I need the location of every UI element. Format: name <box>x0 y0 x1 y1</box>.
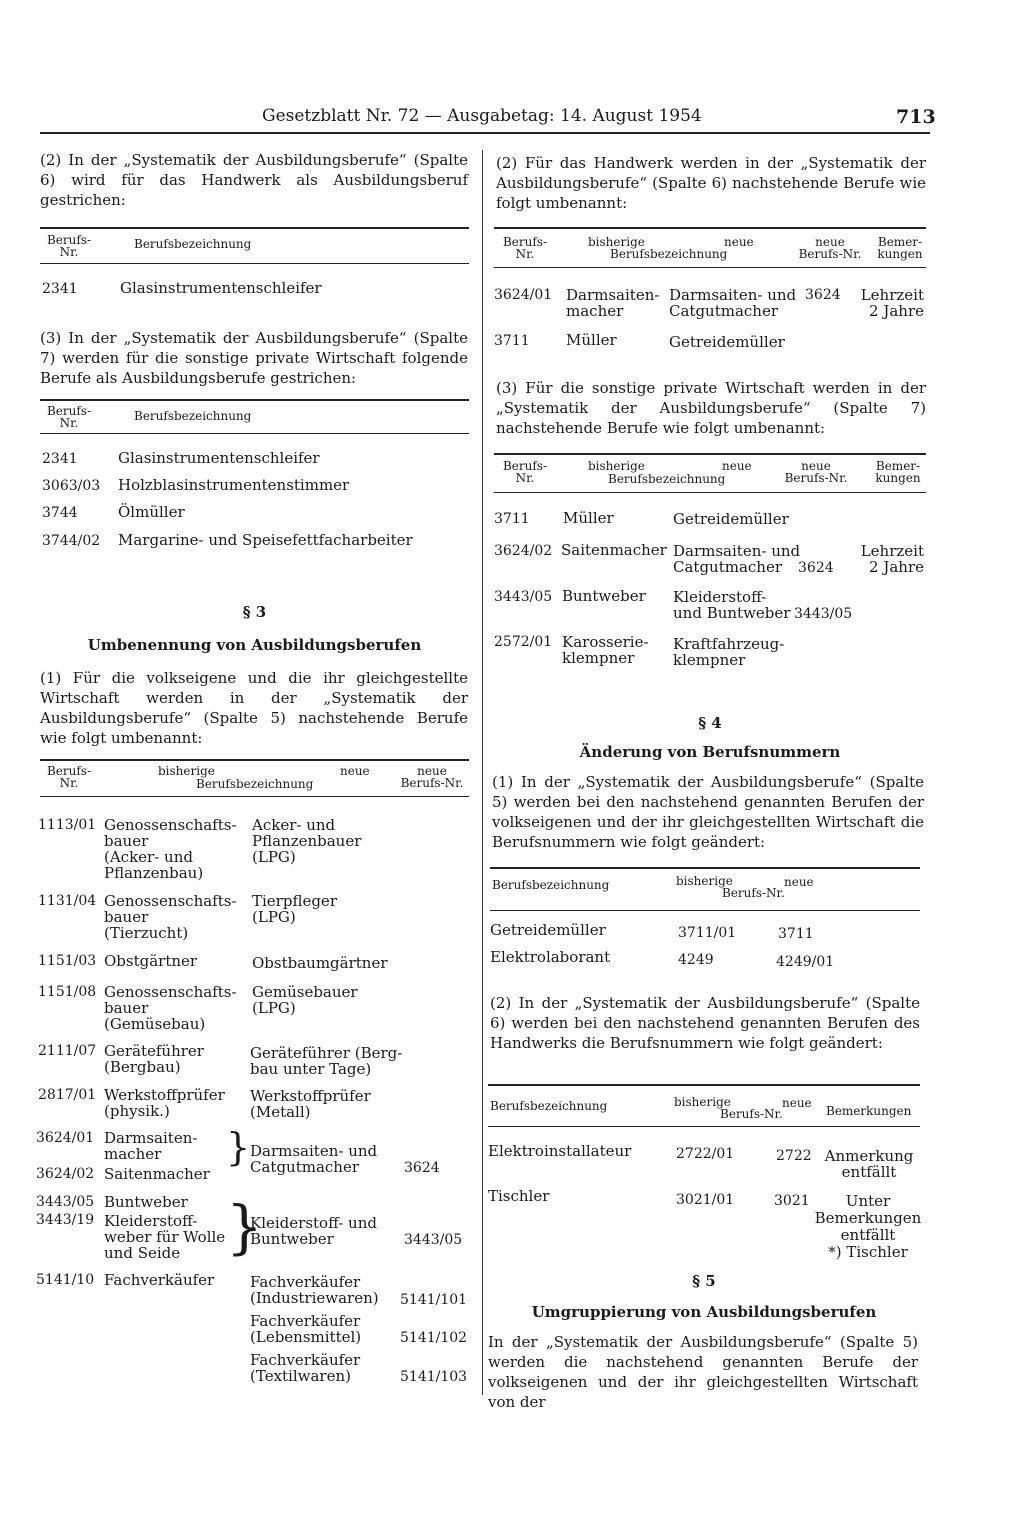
table3-top-rule <box>40 759 469 761</box>
table2-header-nr: Berufs- Nr. <box>46 404 92 430</box>
table4-header-neue: neue <box>724 235 754 249</box>
right-paragraph-2: (2) Für das Handwerk werden in der „Systematik der Ausbildungsberufe“ (Spalte 6) nachstehende Berufe wie folgt umbenannt: <box>496 154 926 212</box>
table4-header-bisherige: bisherige <box>588 235 645 249</box>
table-cell-nr: 1131/04 <box>38 893 97 909</box>
table3-header-nr: Berufs- Nr. <box>46 764 92 790</box>
page-header-title: Gesetzblatt Nr. 72 — Ausgabetag: 14. August 1954 <box>262 106 702 126</box>
table-cell-nr: 2341 <box>42 451 78 467</box>
table-cell-new: Kleiderstoff- und Buntweber <box>673 588 791 622</box>
table1-header-rule <box>40 263 469 264</box>
table-cell-new: 3021 <box>774 1193 810 1209</box>
table-cell-new: Gemüsebauer (LPG) <box>252 983 358 1017</box>
table6-header-bisherige: bisherige <box>676 874 733 888</box>
table-cell-new: Fachverkäufer (Lebensmittel) <box>250 1312 362 1346</box>
table5-top-rule <box>494 453 926 455</box>
table-cell-new: Fachverkäufer (Textilwaren) <box>250 1351 361 1385</box>
table-cell-old: 4249 <box>678 952 714 968</box>
table-cell-old: Buntweber <box>104 1193 188 1211</box>
table1-header-nr: Berufs- Nr. <box>46 233 92 259</box>
table-cell-bez: Ölmüller <box>118 503 185 521</box>
left-paragraph-3: (3) In der „Systematik der Ausbildungsberufe“ (Spalte 7) werden für die sonstige private Wirtschaft folgende Berufe als Ausbildungsberufe gestrichen: <box>40 329 468 387</box>
page-number: 713 <box>896 106 936 128</box>
table7-header-bez: Berufsbezeichnung <box>490 1099 608 1113</box>
table-cell-nr: 1151/03 <box>38 953 97 969</box>
table-cell-newnr: 5141/102 <box>400 1330 468 1346</box>
table6-header-neue: neue <box>784 875 814 889</box>
table-cell-bem: Lehrzeit 2 Jahre <box>860 542 924 576</box>
table3-header-neue: neue <box>340 764 370 778</box>
table-cell-new: Getreidemüller <box>673 510 789 528</box>
table-cell-nr: 3711 <box>494 511 530 527</box>
table-cell-old: Genossenschafts- bauer (Gemüsebau) <box>104 983 237 1033</box>
table-cell-newnr: 3624 <box>798 560 834 576</box>
table-cell-new: Kleiderstoff- und Buntweber <box>250 1214 377 1248</box>
table-cell-old: Werkstoffprüfer (physik.) <box>104 1086 225 1120</box>
table-cell-nr: 3443/19 <box>36 1212 95 1228</box>
section-3-paragraph-1: (1) Für die volkseigene und die ihr gleichgestellte Wirtschaft werden in der „Systematik der Ausbildungsberufe“ (Spalte 5) nachstehende Berufe wie folgt umbenannt: <box>40 669 468 747</box>
table-cell-nr: 1151/08 <box>38 984 97 1000</box>
table4-header-neue-nr: neue Berufs-Nr. <box>798 235 862 261</box>
table-cell-nr: 5141/10 <box>36 1272 95 1288</box>
table-cell-nr: 3744 <box>42 505 78 521</box>
table-cell-new: Acker- und Pflanzenbauer (LPG) <box>252 816 362 866</box>
table-cell-newnr: 3624 <box>404 1160 440 1176</box>
table-cell-old: Kleiderstoff- weber für Wolle und Seide <box>104 1212 226 1262</box>
left-paragraph-2: (2) In der „Systematik der Ausbildungsberufe“ (Spalte 6) wird für das Handwerk als Ausbildungsberuf gestrichen: <box>40 151 468 209</box>
table-cell-old: Saitenmacher <box>104 1165 210 1183</box>
table-cell-new: Darmsaiten- und Catgutmacher <box>673 542 801 576</box>
table-cell-old: Darmsaiten- macher <box>104 1129 198 1163</box>
column-divider <box>482 150 483 1395</box>
table5-header-bez: Berufsbezeichnung <box>608 472 726 486</box>
table-cell-nr: 2111/07 <box>38 1043 97 1059</box>
table1-header-bez: Berufsbezeichnung <box>134 237 252 251</box>
table-cell-bez: Elektrolaborant <box>490 948 611 966</box>
table3-header-bisherige: bisherige <box>158 764 215 778</box>
table-cell-old: Karosserie- klempner <box>562 633 649 667</box>
table-cell-nr: 1113/01 <box>38 817 97 833</box>
section-5-number: § 5 <box>692 1272 716 1290</box>
section-4-paragraph-2: (2) In der „Systematik der Ausbildungsberufe“ (Spalte 6) werden bei den nachstehend genannten Berufen des Handwerks die Berufsnummern wie folgt geändert: <box>490 994 920 1052</box>
table6-header-nr: Berufs-Nr. <box>722 886 785 900</box>
table-cell-old: Buntweber <box>562 587 646 605</box>
table2-top-rule <box>40 399 469 401</box>
table-cell-newnr: 3443/05 <box>404 1232 463 1248</box>
section-4-paragraph-1: (1) In der „Systematik der Ausbildungsberufe“ (Spalte 5) werden bei den nachstehend genannten Berufen der volkseigenen und der ihr gleichgestellten Wirtschaft die Berufsnummern wie folgt geändert: <box>492 773 924 851</box>
right-paragraph-3: (3) Für die sonstige private Wirtschaft werden in der „Systematik der Ausbildungsberufe“ (Spalte 7) nachstehende Berufe wie folgt umbenannt: <box>496 379 926 437</box>
table4-header-rule <box>494 267 926 268</box>
table7-header-bem: Bemerkungen <box>826 1104 912 1118</box>
table-cell-bez: Glasinstrumentenschleifer <box>120 279 322 297</box>
table-cell-new: Obstbaumgärtner <box>252 954 388 972</box>
table2-header-rule <box>40 433 469 434</box>
table-cell-bez: Getreidemüller <box>490 921 606 939</box>
table5-header-rule <box>494 492 926 493</box>
table-cell-old: Obstgärtner <box>104 952 198 970</box>
table7-header-nr: Berufs-Nr. <box>720 1107 783 1121</box>
table-cell-nr: 3063/03 <box>42 478 101 494</box>
table7-header-neue: neue <box>782 1096 812 1110</box>
table4-header-bem: Bemer- kungen <box>877 235 923 261</box>
section-3-number: § 3 <box>242 603 267 621</box>
table-cell-new: Darmsaiten- und Catgutmacher <box>669 286 797 320</box>
table5-header-bem: Bemer- kungen <box>875 459 921 485</box>
table-cell-old: Fachverkäufer <box>104 1271 215 1289</box>
table-cell-bem: Anmerkung entfällt <box>824 1147 914 1181</box>
table-cell-nr: 3711 <box>494 333 530 349</box>
section-3-title: Umbenennung von Ausbildungsberufen <box>87 636 422 654</box>
table5-header-neue-nr: neue Berufs-Nr. <box>784 459 848 485</box>
table-cell-nr: 2341 <box>42 281 78 297</box>
table-cell-nr: 3624/01 <box>36 1130 95 1146</box>
table-cell-nr: 3624/01 <box>494 287 553 303</box>
table-cell-new: 2722 <box>776 1148 812 1164</box>
table-cell-newnr: 5141/101 <box>400 1292 468 1308</box>
table5-header-nr: Berufs- Nr. <box>502 459 548 485</box>
table7-top-rule <box>488 1084 920 1086</box>
table-cell-nr: 3624/02 <box>36 1166 95 1182</box>
table-cell-new: Fachverkäufer (Industriewaren) <box>250 1273 379 1307</box>
table-cell-new: Tierpfleger (LPG) <box>252 892 337 926</box>
table-cell-new: Kraftfahrzeug- klempner <box>673 635 785 669</box>
table-cell-nr: 3443/05 <box>494 589 553 605</box>
table3-header-neue-nr: neue Berufs-Nr. <box>400 764 464 790</box>
section-4-title: Änderung von Berufsnummern <box>579 743 841 761</box>
table4-header-bez: Berufsbezeichnung <box>610 247 728 261</box>
table1-top-rule <box>40 227 469 229</box>
brace-icon: } <box>226 1125 251 1169</box>
table-cell-newnr: 3624 <box>805 287 841 303</box>
table6-header-bez: Berufsbezeichnung <box>492 878 610 892</box>
table-cell-new: Geräteführer (Berg- bau unter Tage) <box>250 1044 403 1078</box>
table-cell-newnr: 5141/103 <box>400 1369 468 1385</box>
table-cell-nr: 3744/02 <box>42 533 101 549</box>
table-cell-old: Müller <box>563 509 614 527</box>
table-cell-old: Saitenmacher <box>561 541 667 559</box>
table-cell-old: Genossenschafts- bauer (Tierzucht) <box>104 892 237 942</box>
table-cell-new: Werkstoffprüfer (Metall) <box>250 1087 371 1121</box>
table-cell-old: Geräteführer (Bergbau) <box>104 1042 204 1076</box>
table4-top-rule <box>494 227 926 229</box>
table2-header-bez: Berufsbezeichnung <box>134 409 252 423</box>
table5-header-bisherige: bisherige <box>588 459 645 473</box>
table-cell-newnr: 3443/05 <box>794 606 853 622</box>
table-cell-old: 2722/01 <box>676 1146 735 1162</box>
table-cell-nr: 2572/01 <box>494 634 553 650</box>
table3-header-rule <box>40 796 469 797</box>
table-cell-bem: Unter Bemerkungen entfällt *) Tischler <box>814 1192 922 1261</box>
table-cell-bez: Holzblasinstrumentenstimmer <box>118 476 350 494</box>
table-cell-new: 4249/01 <box>776 954 835 970</box>
table-cell-nr: 2817/01 <box>38 1087 97 1103</box>
table-cell-bez: Margarine- und Speisefettfacharbeiter <box>118 531 413 549</box>
table4-header-nr: Berufs- Nr. <box>502 235 548 261</box>
table-cell-new: 3711 <box>778 926 814 942</box>
table-cell-old: Müller <box>566 331 617 349</box>
table-cell-bem: Lehrzeit 2 Jahre <box>860 286 924 320</box>
table6-top-rule <box>490 867 920 869</box>
table-cell-nr: 3443/05 <box>36 1194 95 1210</box>
table5-header-neue: neue <box>722 459 752 473</box>
table7-header-rule <box>488 1126 920 1127</box>
table-cell-new: Getreidemüller <box>669 333 785 351</box>
table6-header-rule <box>490 910 920 911</box>
table-cell-old: 3711/01 <box>678 925 737 941</box>
table3-header-bez: Berufsbezeichnung <box>196 777 314 791</box>
table-cell-bez: Glasinstrumentenschleifer <box>118 449 320 467</box>
table-cell-old: Darmsaiten- macher <box>566 286 660 320</box>
table-cell-bez: Tischler <box>488 1187 550 1205</box>
section-5-title: Umgruppierung von Ausbildungsberufen <box>531 1303 877 1321</box>
section-4-number: § 4 <box>698 714 722 732</box>
table-cell-nr: 3624/02 <box>494 543 553 559</box>
table-cell-bez: Elektroinstallateur <box>488 1142 632 1160</box>
table-cell-old: 3021/01 <box>676 1192 735 1208</box>
section-5-paragraph-1: In der „Systematik der Ausbildungsberufe“ (Spalte 5) werden die nachstehend genannten Berufe der volkseigenen und der ihr gleichgestellten Wirtschaft von der <box>488 1333 918 1411</box>
brace-icon: } <box>226 1193 263 1261</box>
table7-header-bisherige: bisherige <box>674 1095 731 1109</box>
header-rule <box>40 132 930 134</box>
table-cell-old: Genossenschafts- bauer (Acker- und Pflanzenbau) <box>104 816 237 882</box>
table-cell-new: Darmsaiten- und Catgutmacher <box>250 1142 378 1176</box>
